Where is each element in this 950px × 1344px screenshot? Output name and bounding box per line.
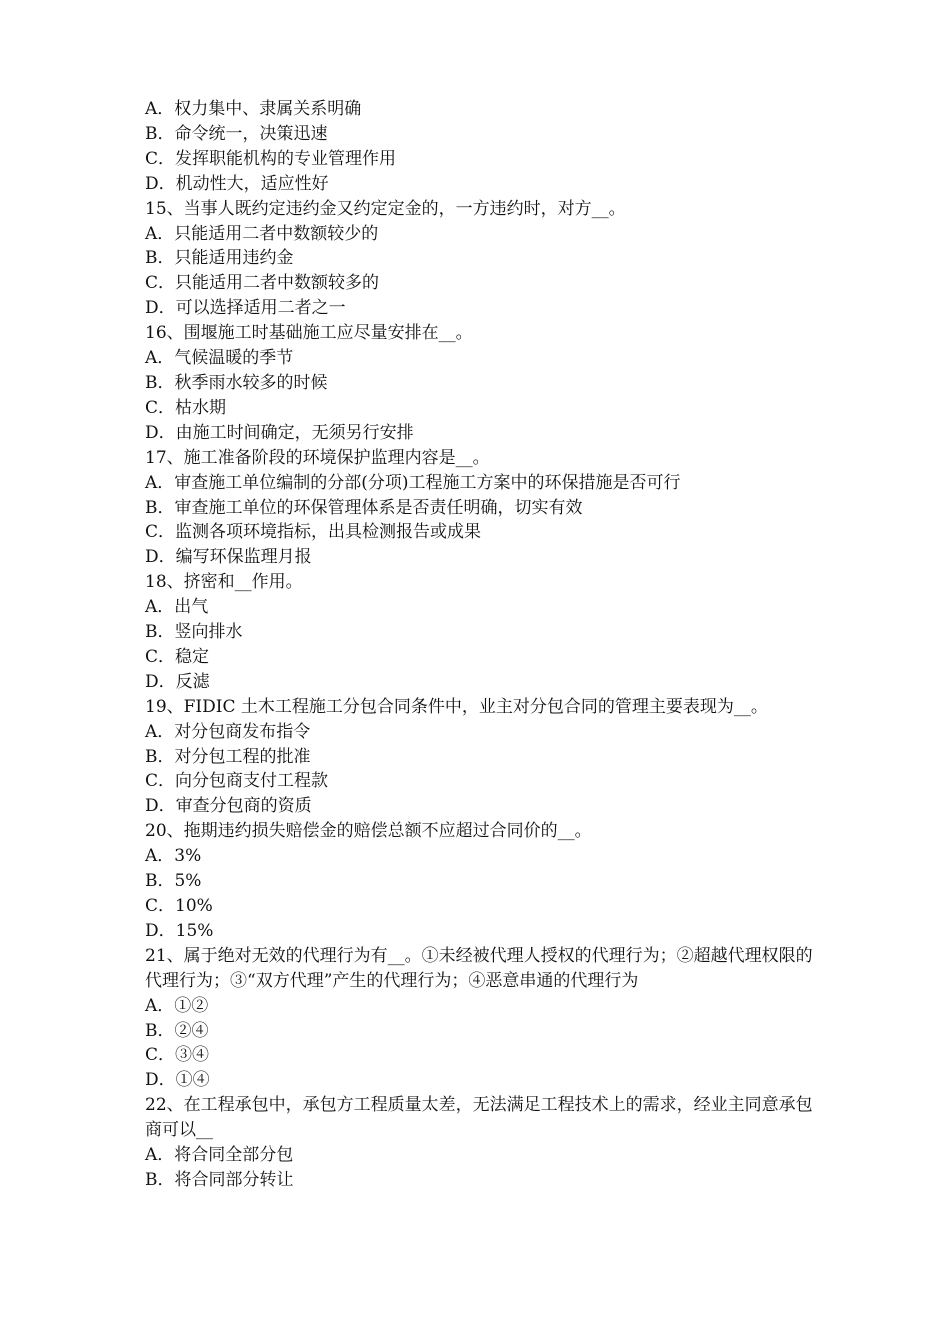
option-line: C．发挥职能机构的专业管理作用: [145, 148, 397, 169]
option-line: D．反滤: [145, 671, 210, 692]
option-line: C．监测各项环境指标，出具检测报告或成果: [145, 522, 482, 543]
option-line: C．10%: [145, 896, 213, 916]
option-line: B．②④: [145, 1020, 209, 1041]
question-19: 19、FIDIC 土木工程施工分包合同条件中，业主对分包合同的管理主要表现为__。: [145, 696, 768, 717]
question-22: 22、在工程承包中，承包方工程质量太差，无法满足工程技术上的需求，经业主同意承包商可以__: [145, 1095, 813, 1141]
option-line: B．审查施工单位的环保管理体系是否责任明确，切实有效: [145, 497, 583, 518]
question-16: 16、围堰施工时基础施工应尽量安排在__。: [145, 323, 473, 344]
option-line: C．只能适用二者中数额较多的: [145, 273, 380, 294]
option-line: A．气候温暖的季节: [145, 348, 294, 369]
option-line: C．③④: [145, 1045, 210, 1066]
option-line: B．竖向排水: [145, 622, 243, 643]
option-line: B．秋季雨水较多的时候: [145, 372, 328, 393]
question-17: 17、施工准备阶段的环境保护监理内容是__。: [145, 447, 490, 468]
option-line: D．由施工时间确定，无须另行安排: [145, 422, 414, 443]
option-line: A．3%: [145, 846, 202, 867]
option-line: A．审查施工单位编制的分部(分项)工程施工方案中的环保措施是否可行: [145, 472, 681, 493]
option-line: B．对分包工程的批准: [145, 746, 311, 767]
option-line: B．5%: [145, 871, 202, 892]
option-line: A．对分包商发布指令: [145, 721, 311, 742]
option-line: A．只能适用二者中数额较少的: [145, 223, 379, 244]
option-line: D．15%: [145, 920, 214, 941]
option-line: A．权力集中、隶属关系明确: [145, 99, 362, 119]
option-line: D．机动性大，适应性好: [145, 173, 329, 194]
question-18: 18、挤密和__作用。: [145, 572, 303, 593]
option-line: A．出气: [145, 597, 209, 618]
option-line: C．稳定: [145, 646, 210, 667]
option-line: B．命令统一，决策迅速: [145, 123, 328, 144]
option-line: D．①④: [145, 1070, 210, 1091]
question-20: 20、拖期违约损失赔偿金的赔偿总额不应超过合同价的__。: [145, 821, 592, 842]
document-body: [145, 97, 825, 1193]
option-line: D．审查分包商的资质: [145, 796, 312, 817]
option-line: C．枯水期: [145, 397, 227, 418]
option-line: A．①②: [145, 995, 209, 1016]
option-line: A．将合同全部分包: [145, 1145, 294, 1166]
question-15: 15、当事人既约定违约金又约定定金的，一方违约时，对方__。: [145, 198, 626, 219]
option-line: B．将合同部分转让: [145, 1169, 294, 1190]
option-line: D．编写环保监理月报: [145, 547, 312, 568]
option-line: C．向分包商支付工程款: [145, 771, 329, 792]
option-line: B．只能适用违约金: [145, 248, 294, 269]
question-21: 21、属于绝对无效的代理行为有__。①未经被代理人授权的代理行为；②超越代理权限的代理行为；③“双方代理”产生的代理行为；④恶意串通的代理行为: [145, 945, 813, 991]
option-line: D．可以选择适用二者之一: [145, 298, 346, 319]
